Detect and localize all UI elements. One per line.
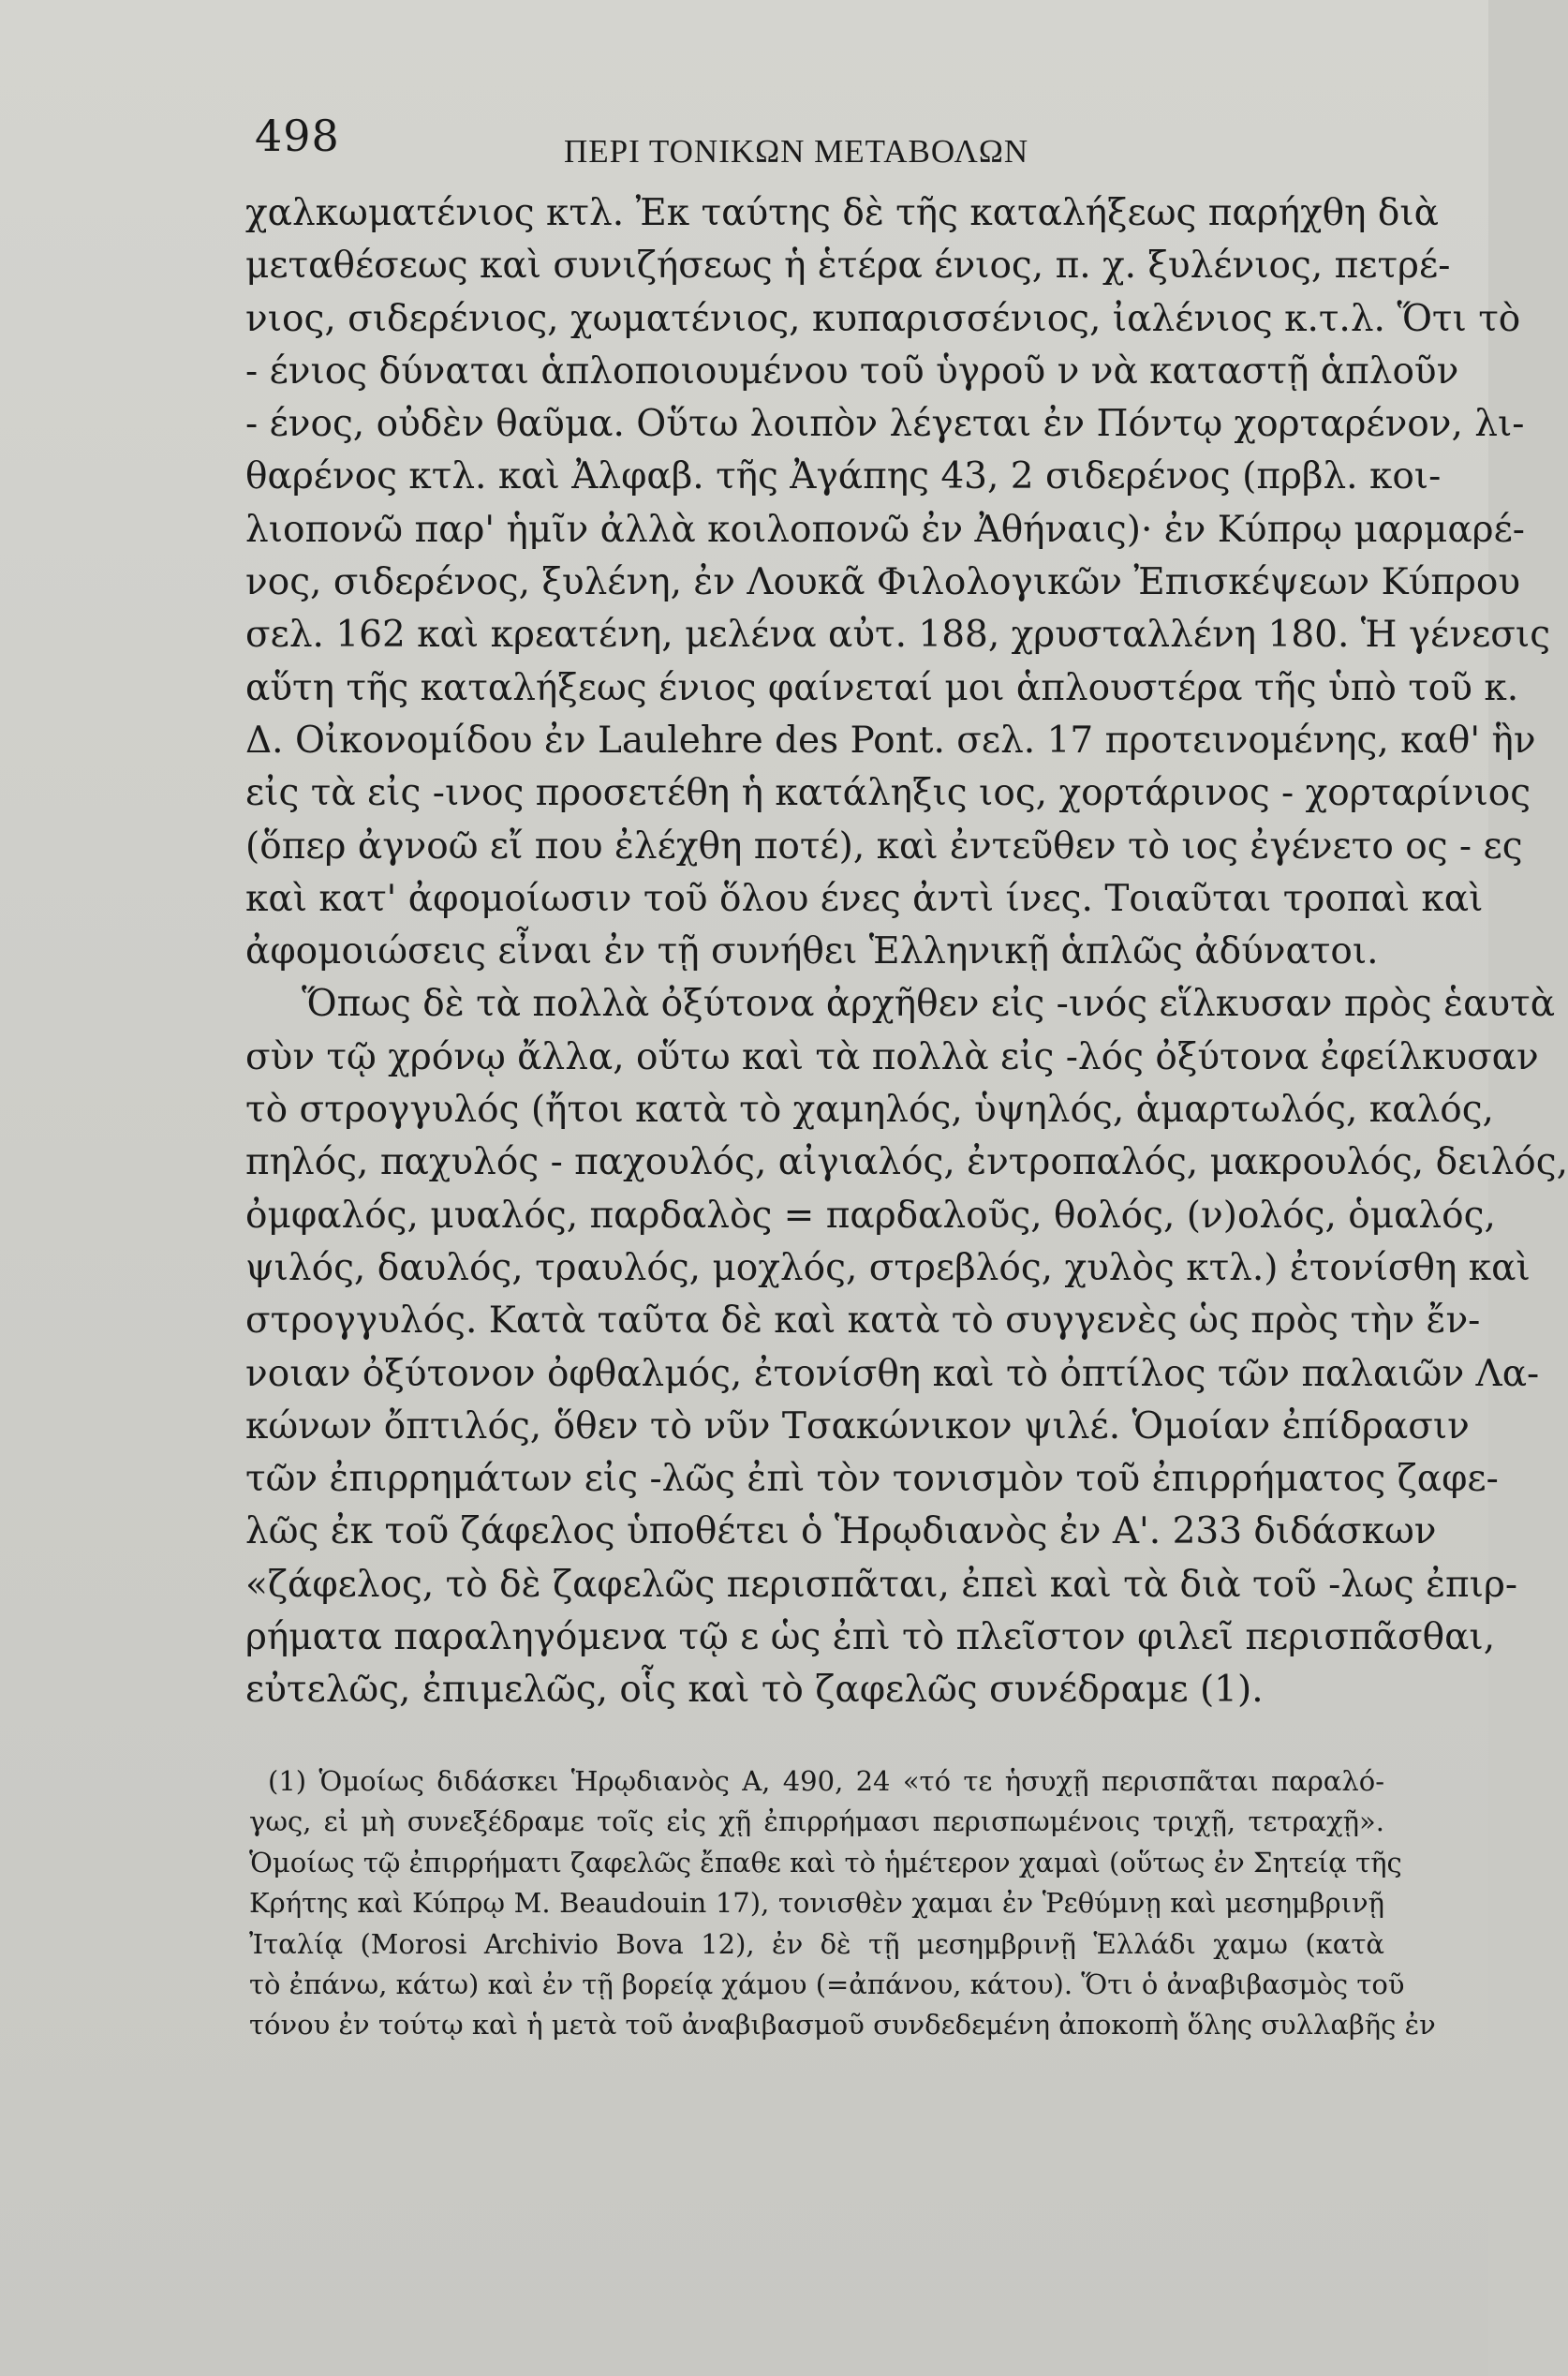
text-line: σελ. 162 καὶ κρεατένη, μελένα αὐτ. 188, χρυσταλλένη 180. Ἡ γένεσις (245, 614, 1551, 657)
text-line: ὀμφαλός, μυαλός, παρδαλὸς = παρδαλοῦς, θολός, (ν)ολός, ὁμαλός, (245, 1194, 1496, 1237)
footnote-line: γως, εἰ μὴ συνεξέδραμε τοῖς εἰς χῇ ἐπιρρήμασι περισπωμένοις τριχῇ, τετραχῇ». (249, 1805, 1384, 1838)
text-line: νιος, σιδερένιος, χωματένιος, κυπαρισσένιος, ἰαλένιος κ.τ.λ. Ὅτι τὸ (245, 297, 1521, 340)
text-line: - ένιος δύναται ἁπλοποιουμένου τοῦ ὑγροῦ ν νὰ καταστῇ ἁπλοῦν (245, 349, 1459, 393)
page-header (255, 111, 1388, 176)
text-line: ρήματα παραληγόμενα τῷ ε ὡς ἐπὶ τὸ πλεῖστον φιλεῖ περισπᾶσθαι, (245, 1616, 1496, 1659)
text-line: χαλκωματένιος κτλ. Ἐκ ταύτης δὲ τῆς καταλήξεως παρήχθη διὰ (245, 192, 1440, 234)
text-line: λιοπονῶ παρ' ἡμῖν ἀλλὰ κοιλοπονῶ ἐν Ἀθήναις)· ἐν Κύπρῳ μαρμαρέ- (245, 508, 1525, 551)
text-line: ἀφομοιώσεις εἶναι ἐν τῇ συνήθει Ἑλληνικῇ ἁπλῶς ἀδύνατοι. (245, 930, 1379, 973)
text-line: καὶ κατ' ἀφομοίωσιν τοῦ ὅλου ένες ἀντὶ ίνες. Τοιαῦται τροπαὶ καὶ (245, 877, 1484, 920)
text-line: (ὅπερ ἀγνοῶ εἴ που ἐλέχθη ποτέ), καὶ ἐντεῦθεν τὸ ιος ἐγένετο ος - ες (245, 824, 1523, 868)
text-line: ψιλός, δαυλός, τραυλός, μοχλός, στρεβλός, χυλὸς κτλ.) ἐτονίσθη καὶ (245, 1246, 1531, 1289)
text-line: Δ. Οἰκονομίδου ἐν Laulehre des Pont. σελ. 17 προτεινομένης, καθ' ἣν (245, 719, 1536, 762)
running-title: ΠΕΡΙ ΤΟΝΙΚΩΝ ΜΕΤΑΒΟΛΩΝ (564, 133, 1029, 170)
text-line: μεταθέσεως καὶ συνιζήσεως ἡ ἑτέρα ένιος, π. χ. ξυλένιος, πετρέ- (245, 245, 1451, 288)
text-line: στρογγυλός. Κατὰ ταῦτα δὲ καὶ κατὰ τὸ συγγενὲς ὡς πρὸς τὴν ἔν- (245, 1299, 1481, 1343)
footnote-line: τόνου ἐν τούτῳ καὶ ἡ μετὰ τοῦ ἀναβιβασμοῦ συνδεδεμένη ἀποκοπὴ ὅλης συλλαβῆς ἐν (249, 2009, 1436, 2042)
text-line: πηλός, παχυλός - παχουλός, αἰγιαλός, ἐντροπαλός, μακρουλός, δειλός, (245, 1141, 1568, 1184)
text-line: τῶν ἐπιρρημάτων εἰς -λῶς ἐπὶ τὸν τονισμὸν τοῦ ἐπιρρήματος ζαφε- (245, 1458, 1499, 1501)
main-text (245, 187, 1568, 1717)
text-line: αὕτη τῆς καταλήξεως ένιος φαίνεταί μοι ἁπλουστέρα τῆς ὑπὸ τοῦ κ. (245, 666, 1519, 709)
text-line: νος, σιδερένος, ξυλένη, ἐν Λουκᾶ Φιλολογικῶν Ἐπισκέψεων Κύπρου (245, 561, 1521, 604)
text-line: - ένος, οὐδὲν θαῦμα. Οὕτω λοιπὸν λέγεται ἐν Πόντῳ χορταρένον, λι- (245, 403, 1525, 446)
text-line: Ὅπως δὲ τὰ πολλὰ ὀξύτονα ἀρχῆθεν εἰς -ινός εἵλκυσαν πρὸς ἑαυτὰ (302, 983, 1556, 1026)
text-line: εὐτελῶς, ἐπιμελῶς, οἷς καὶ τὸ ζαφελῶς συνέδραμε (1). (245, 1669, 1264, 1712)
footnote-line: Ὁμοίως τῷ ἐπιρρήματι ζαφελῶς ἔπαθε καὶ τὸ ἡμέτερον χαμαὶ (οὕτως ἐν Σητείᾳ τῆς (249, 1846, 1402, 1879)
footnote-line: Ἰταλίᾳ (Morosi Archivio Bova 12), ἐν δὲ τῇ μεσημβρινῇ Ἑλλάδι χαμω (κατὰ (249, 1927, 1384, 1960)
footnote-line: (1) Ὁμοίως διδάσκει Ἡρῳδιανὸς Α, 490, 24 «τό τε ἡσυχῇ περισπᾶται παραλό- (268, 1765, 1384, 1797)
footnote-line: τὸ ἐπάνω, κάτω) καὶ ἐν τῇ βορείᾳ χάμου (=ἀπάνου, κάτου). Ὅτι ὁ ἀναβιβασμὸς τοῦ (249, 1968, 1405, 2000)
text-line: «ζάφελος, τὸ δὲ ζαφελῶς περισπᾶται, ἐπεὶ καὶ τὰ διὰ τοῦ -λως ἐπιρ- (245, 1563, 1518, 1606)
text-line: νοιαν ὀξύτονον ὀφθαλμός, ἐτονίσθη καὶ τὸ ὀπτίλος τῶν παλαιῶν Λα- (245, 1352, 1540, 1395)
text-line: θαρένος κτλ. καὶ Ἀλφαβ. τῆς Ἀγάπης 43, 2 σιδερένος (πρβλ. κοι- (245, 455, 1442, 498)
text-line: λῶς ἐκ τοῦ ζάφελος ὑποθέτει ὁ Ἡρῳδιανὸς ἐν Α'. 233 διδάσκων (245, 1510, 1437, 1553)
footnotes (249, 1761, 1436, 2046)
text-line: τὸ στρογγυλός (ἤτοι κατὰ τὸ χαμηλός, ὑψηλός, ἁμαρτωλός, καλός, (245, 1089, 1494, 1132)
page-number: 498 (255, 111, 340, 161)
text-line: κώνων ὄπτιλός, ὅθεν τὸ νῦν Τσακώνικον ψιλέ. Ὁμοίαν ἐπίδρασιν (245, 1404, 1470, 1448)
text-line: σὺν τῷ χρόνῳ ἄλλα, οὕτω καὶ τὰ πολλὰ εἰς -λός ὀξύτονα ἐφείλκυσαν (245, 1035, 1539, 1078)
text-line: εἰς τὰ εἰς -ινος προσετέθη ἡ κατάληξις ιος, χορτάρινος - χορταρίνιος (245, 772, 1531, 815)
footnote-line: Κρήτης καὶ Κύπρῳ Μ. Beaudouin 17), τονισθὲν χαμαι ἐν Ῥεθύμνῃ καὶ μεσημβρινῇ (249, 1887, 1384, 1920)
